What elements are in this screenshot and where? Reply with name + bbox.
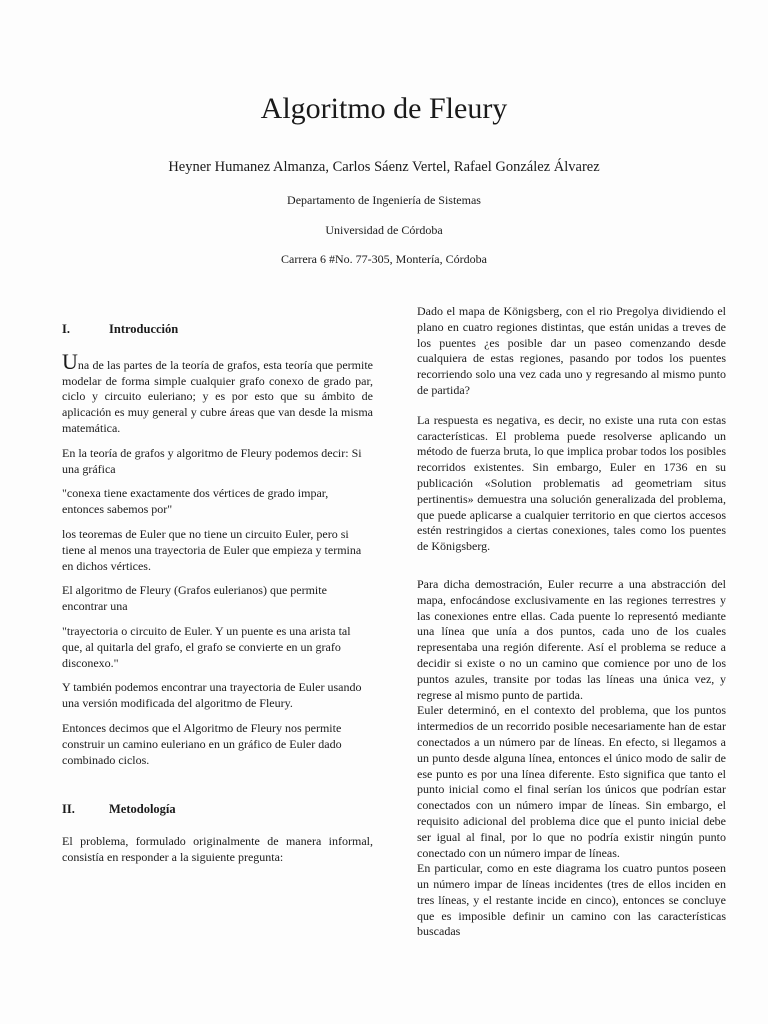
paragraph: los teoremas de Euler que no tiene un circuito Euler, pero si tiene al menos una trayectoria de Euler que empieza y termina en dichos vértices. — [62, 526, 362, 573]
paragraph: En la teoría de grafos y algoritmo de Fleury podemos decir: Si una gráfica — [62, 445, 362, 476]
paragraph: Para dicha demostración, Euler recurre a una abstracción del mapa, enfocándose exclusivamente en las regiones terrestres y las conexiones entre ellas. Cada puente lo representó mediante una línea que unía a dos puntos, cada uno de los cuales representaba una región diferente. Así el problema se reduce a decidir si existe o no un camino que comience por uno de los puntos azules, transite por todas las líneas una única vez, y regrese al mismo punto de partida. — [417, 576, 726, 702]
paragraph: Dado el mapa de Königsberg, con el rio Pregolya dividiendo el plano en cuatro regiones distintas, que están unidas a treves de los puentes ¿es posible dar un paseo comenzando desde cualquiera de estas regiones, pasando por todos los puentes recorriendo solo una vez cada uno y regresando al mismo punto de partida? — [417, 304, 726, 397]
page-title: Algoritmo de Fleury — [260, 92, 508, 125]
paragraph: El problema, formulado originalmente de manera informal, consistía en responder a la siguiente pregunta: — [62, 834, 373, 864]
section-number: I. — [62, 322, 70, 336]
authors: Heyner Humanez Almanza, Carlos Sáenz Vertel, Rafael González Álvarez — [168, 159, 600, 175]
section-heading-metodologia — [62, 802, 373, 818]
paragraph: Y también podemos encontrar una trayectoria de Euler usando una versión modificada del algoritmo de Fleury. — [62, 680, 362, 711]
drop-cap: U — [62, 348, 78, 374]
affiliation-university: Universidad de Córdoba — [325, 223, 443, 237]
left-column — [62, 322, 373, 875]
affiliation-address: Carrera 6 #No. 77-305, Montería, Córdoba — [281, 252, 487, 266]
paragraph: Entonces decimos que el Algoritmo de Fleury nos permite construir un camino euleriano en un gráfico de Euler dado combinado ciclos. — [62, 720, 342, 767]
quote-paragraph: "conexa tiene exactamente dos vértices de grado impar, entonces sabemos por" — [62, 486, 329, 517]
intro-paragraph — [62, 348, 373, 437]
paragraph: Euler determinó, en el contexto del problema, que los puntos intermedios de un recorrido posible necesariamente han de estar conectados a un número par de líneas. En efecto, si llegamos a un punto desde alguna línea, entonces el único modo de salir de ese punto es por una línea diferente. Esto significa que tanto el punto inicial como el final serían los únicos que podrían estar conectados con un número impar de líneas. Sin embargo, el requisito adicional del problema dice que el punto inicial debe ser igual al final, por lo que no podría existir ningún punto conectado con un número impar de líneas. — [417, 703, 726, 860]
paragraph: El algoritmo de Fleury (Grafos eulerianos) que permite encontrar una — [62, 583, 327, 614]
affiliation-department: Departamento de Ingeniería de Sistemas — [287, 193, 481, 207]
section-heading-introduccion — [62, 322, 373, 338]
section-title: Metodología — [109, 802, 176, 817]
paragraph: En particular, como en este diagrama los cuatro puntos poseen un número impar de líneas incidentes (tres de ellos inciden en tres líneas, y el restante incide en cinco), entonces se concluye que es imposible definir un camino con las características buscadas — [417, 861, 726, 939]
paragraph: La respuesta es negativa, es decir, no existe una ruta con estas características. El problema puede resolverse aplicando un método de fuerza bruta, lo que implica probar todos los posibles recorridos existentes. Sin embargo, Euler en 1736 en su publicación «Solution problematis ad geometriam situs pertinentis» demuestra una solución generalizada del problema, que puede aplicarse a cualquier territorio en que ciertos accesos estén restringidos a ciertas conexiones, tales como los puentes de Königsberg. — [417, 412, 726, 554]
section-title: Introducción — [109, 322, 179, 336]
intro-text: na de las partes de la teoría de grafos, esta teoría que permite modelar de forma simple cualquier grafo conexo de grado par, ciclo y circuito euleriano; y es por esto que su ámbito de aplicación es muy general y cubre áreas que van desde la misma matemática. — [62, 357, 373, 435]
section-number: II. — [62, 802, 75, 817]
right-column — [417, 304, 726, 940]
quote-paragraph: "trayectoria o circuito de Euler. Y un puente es una arista tal que, al quitarla del grafo, el grafo se convierte en un grafo disconexo." — [62, 623, 351, 670]
